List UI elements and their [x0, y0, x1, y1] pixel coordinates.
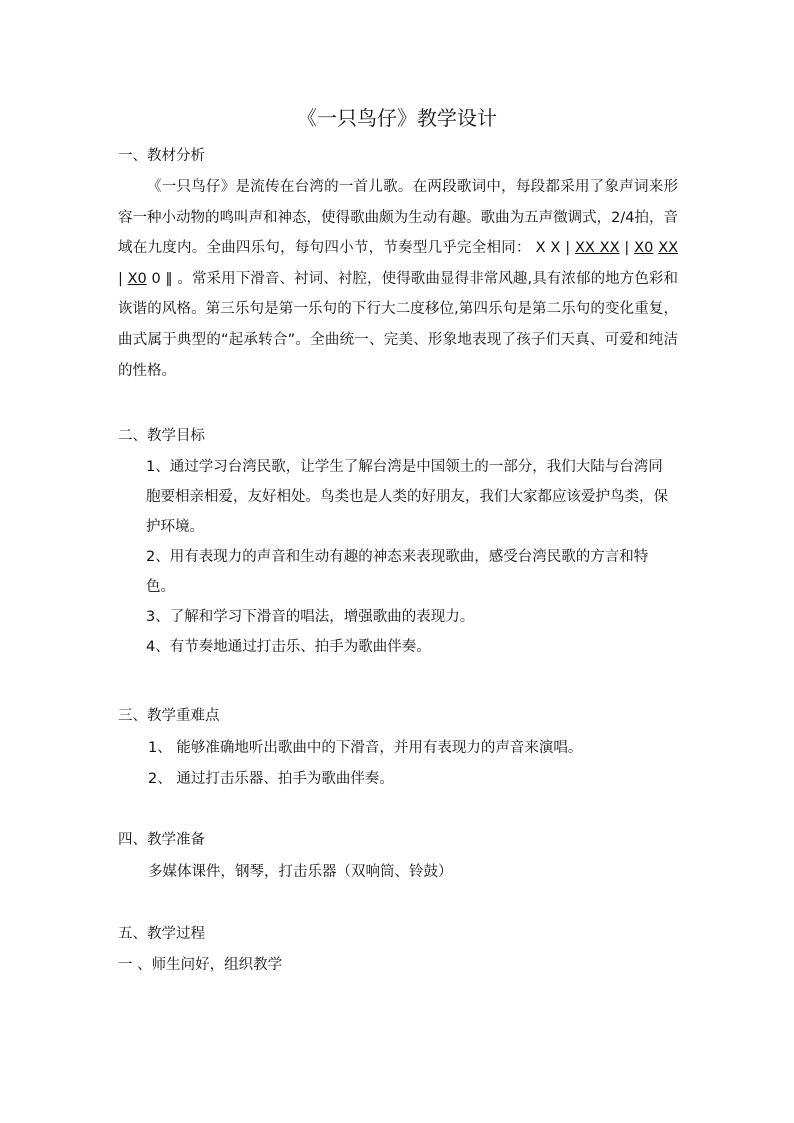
goal-item-4: 4、有节奏地通过打击乐、拍手为歌曲伴奏。	[146, 639, 431, 655]
goal-item-2: 2、用有表现力的声音和生动有趣的神态来表现歌曲，感受台湾民歌的方言和特色。	[146, 549, 649, 595]
rhythm-measure-3b: XX	[658, 240, 679, 257]
keypoint-item-2: 2、 通过打击乐器、拍手为歌曲伴奏。	[148, 771, 394, 787]
document-title: 《一只鸟仔》教学设计	[297, 106, 497, 130]
keypoint-item-1: 1、 能够准确地听出歌曲中的下滑音，并用有表现力的声音来演唱。	[148, 740, 583, 756]
rhythm-measure-1: X X	[535, 240, 561, 257]
preparation-text: 多媒体课件，钢琴，打击乐器（双响筒、铃鼓）	[148, 864, 453, 880]
rhythm-barline: |	[565, 240, 571, 257]
rhythm-end-barline: ‖	[165, 270, 173, 287]
goals-list	[146, 452, 676, 662]
rhythm-barline: |	[624, 240, 630, 257]
section-heading-goals: 二、教学目标	[118, 428, 205, 444]
section-heading-preparation: 四、教学准备	[118, 832, 205, 848]
analysis-paragraph	[118, 172, 678, 386]
section-heading-keypoints: 三、教学重难点	[118, 708, 220, 724]
section-heading-process: 五、教学过程	[118, 926, 205, 942]
analysis-text-a: 《一只鸟仔》是流传在台湾的一首儿歌。在两段歌词中，每段都采用了象声词来形容一种小动物的鸣叫声和神态，使得歌曲颇为生动有趣。歌曲为五声徵调式，2/4拍，音域在九度内。全曲四乐句，每句四小节，节奏型几乎完全相同：	[118, 179, 678, 257]
section-heading-analysis: 一、教材分析	[118, 148, 205, 164]
rhythm-measure-2: XX XX	[574, 240, 620, 257]
rhythm-barline: |	[118, 270, 123, 287]
analysis-text-b: 。常采用下滑音、衬词、衬腔，使得歌曲显得非常风趣,具有浓郁的地方色彩和诙谐的风格。第三乐句是第一乐句的下行大二度移位,第四乐句是第二乐句的变化重复，曲式属于典型的“起承转合”。全曲统一、完美、形象地表现了孩子们天真、可爱和纯洁的性格。	[118, 270, 679, 379]
rhythm-measure-4a: X0	[127, 270, 147, 287]
process-step-1: 一 、师生问好，组织教学	[118, 957, 283, 973]
rhythm-measure-3a: X0	[634, 240, 654, 257]
rhythm-measure-4b: 0	[151, 270, 161, 287]
goal-item-3: 3、了解和学习下滑音的唱法，增强歌曲的表现力。	[146, 609, 475, 625]
goal-item-1: 1、通过学习台湾民歌，让学生了解台湾是中国领土的一部分，我们大陆与台湾同胞要相亲相爱，友好相处。鸟类也是人类的好朋友，我们大家都应该爱护鸟类，保护环境。	[146, 459, 668, 535]
